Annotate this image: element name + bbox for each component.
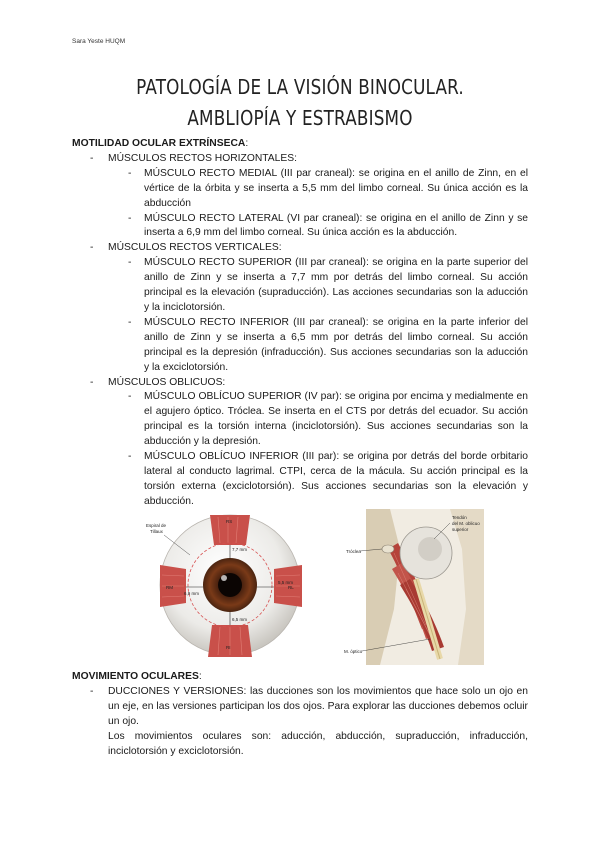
label-tendon: Tendón [452,515,467,520]
figures-row [0,509,600,665]
list-item: - MÚSCULOS RECTOS VERTICALES: [90,242,282,254]
label-rl: RL [288,585,294,590]
label-77mm: 7,7 mm [232,547,248,552]
list-item: - MÚSCULO OBLÍCUO INFERIOR (III par): se origina por detrás del borde orbitario lateral al conducto lagrimal. CTPI, cerca de la mácula. Su acción principal es la torsión externa (exciclotorsión). Sus acciones secundarias son la elevación y abducción. [128,451,528,507]
label-65mm: 6,5 mm [232,617,248,622]
list-item: - MÚSCULO RECTO INFERIOR (III par craneal): se origina en la parte inferior del anillo de Zinn y se inserta a 6,5 mm por detrás del limbo corneal. Su acción principal es la depresión (infraducción). Sus acciones secundarias son la aducción y la exciclotorsión. [128,316,528,373]
section-movimientos [72,670,528,759]
label-rm: RM [166,585,173,590]
section-motilidad [72,137,528,510]
paragraph: Los movimientos oculares son: aducción, abducción, supraducción, infraducción, inciclotorsión y exciclotorsión. [108,730,528,757]
list-item: - MÚSCULO RECTO MEDIAL (III par craneal): se origina en el anillo de Zinn, en el vértice de la órbita y se inserta a 5,5 mm del limbo corneal. Su única acción es la abducción [128,167,528,209]
eye-insertions-figure [140,509,308,659]
list-item: - MÚSCULOS RECTOS HORIZONTALES: [90,152,297,164]
list-item: - MÚSCULOS OBLICUOS: [90,376,226,388]
svg-text:Tillaux: Tillaux [150,529,163,534]
label-optico: M. óptico [344,649,363,654]
document-title: PATOLOGÍA DE LA VISIÓN BINOCULAR. AMBLIOPÍA Y ESTRABISMO [136,75,464,130]
svg-text:del M. oblicuo: del M. oblicuo [452,521,480,526]
label-69mm: 6,9 mm [184,591,200,596]
svg-text:superior: superior [452,527,469,532]
label-troclea: Tróclea [346,549,361,554]
section-heading: MOTILIDAD OCULAR EXTRÍNSECA: [72,138,249,149]
author-header: Sara Yeste HUQM [72,38,126,45]
list-item: - MÚSCULO RECTO SUPERIOR (III par craneal): se origina en la parte superior del anillo de Zinn y se inserta a 7,7 mm por detrás del limbo corneal. Su acción principal es la elevación (supraducción). Las acciones secundarias son la aducción y la inciclotorsión. [128,257,528,313]
list-item: - MÚSCULO RECTO LATERAL (VI par craneal): se origina en el anillo de Zinn y se inserta a 6,9 mm del limbo corneal. Su única acción es la abducción. [128,212,528,239]
orbit-anatomy-figure [330,509,490,665]
label-tillaux: Espiral de [146,523,167,528]
label-55mm: 5,5 mm [278,580,294,585]
section-heading: MOVIMIENTO OCULARES: [72,671,202,682]
list-item: - MÚSCULO OBLÍCUO SUPERIOR (IV par): se origina por encima y medialmente en el agujero óptico. Tróclea. Se inserta en el CTS por detrás del ecuador. Su acción principal es la torsión interna (inciclotorsión). Sus acciones secundarias son la abducción y la depresión. [128,391,528,448]
label-rs: RS [226,519,233,524]
label-ri: RI [226,645,231,650]
list-item: - DUCCIONES Y VERSIONES: las ducciones son los movimientos que hace solo un ojo en un eje, en las versiones participan los dos ojos. Para explorar las ducciones debemos ocluir un ojo. [90,685,528,727]
